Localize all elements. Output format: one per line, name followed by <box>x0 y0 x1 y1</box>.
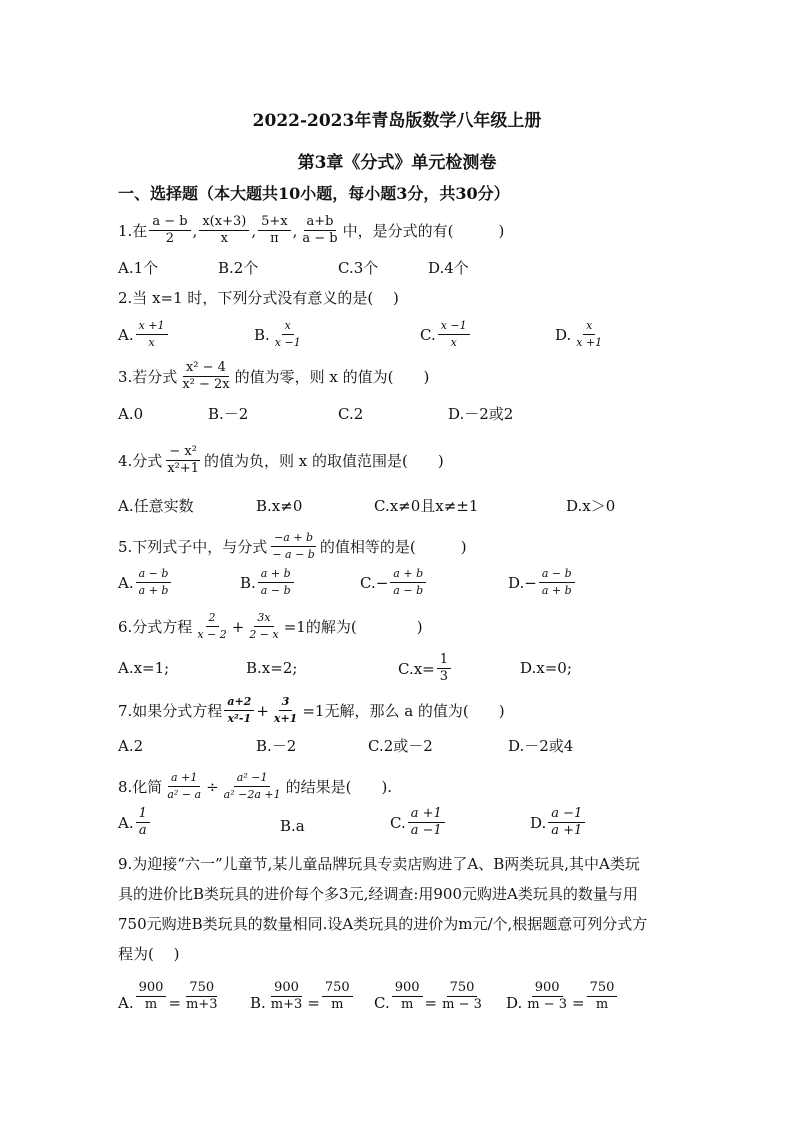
q3-option-b[interactable]: B.－2 <box>208 405 249 423</box>
q9-option-a[interactable]: A. $\frac{900}{m}$ = $\frac{750}{m+3}$ <box>118 980 218 1012</box>
question-9-line-4: 程为( ) <box>118 945 180 963</box>
q4-option-a[interactable]: A.任意实数 <box>118 497 194 515</box>
q5-option-d[interactable]: D. − $\frac{a - b}{a + b}$ <box>508 566 577 599</box>
q6-option-c[interactable]: C.x= $\frac{1}{3}$ <box>398 652 453 685</box>
q6-option-b[interactable]: B.x=2; <box>246 659 298 677</box>
question-2: 2.当 x=1 时，下列分式没有意义的是( ) <box>118 289 399 307</box>
q8-fraction-2: $\frac{\text{a² −1}}{\text{a² −2a +1}}$ <box>223 771 281 801</box>
question-8: 8.化简 $\frac{a +1}{\text{a² − a}}$ ÷ $\frac{\text{a² −1}}{\text{a² −2a +1}}$ 的结果是( ). <box>118 771 393 801</box>
q8-option-a[interactable]: A. $\frac{1}{a}$ <box>118 806 152 839</box>
question-3: 3.若分式 $\frac{\text{x² − 4}}{\text{x² − 2x}}$ 的值为零，则 x 的值为( ) <box>118 360 430 392</box>
question-2-options <box>118 318 718 352</box>
question-9-options <box>118 980 718 1020</box>
q3-fraction: $\frac{\text{x² − 4}}{\text{x² − 2x}}$ <box>182 360 230 392</box>
document-title: 2022-2023年青岛版数学八年级上册 <box>252 111 542 131</box>
q4-option-c[interactable]: C.x≠0且x≠±1 <box>374 497 479 515</box>
q1-option-c[interactable]: C.3个 <box>338 259 379 277</box>
question-7: 7.如果分式方程 $\frac{a+2}{\text{x²-1}}$ + $\frac{3}{x+1}$ =1无解，那么 a 的值为( ) <box>118 695 505 725</box>
q2-option-d[interactable]: D. $\frac{x}{x +1}$ <box>555 319 603 349</box>
question-5: 5.下列式子中，与分式 $\frac{-a + b}{- a - b}$ 的值相等的是( ) <box>118 531 467 561</box>
q3-option-c[interactable]: C.2 <box>338 405 364 423</box>
q5-option-a[interactable]: A. $\frac{a - b}{a + b}$ <box>118 566 173 599</box>
q8-option-b[interactable]: B.a <box>280 817 305 835</box>
q4-fraction: $\frac{\text{− x²}}{\text{x²+1}}$ <box>167 444 200 476</box>
q3-option-a[interactable]: A.0 <box>118 405 144 423</box>
q6-option-d[interactable]: D.x=0; <box>520 659 572 677</box>
q4-option-d[interactable]: D.x＞0 <box>566 497 616 515</box>
q1-fraction-2: $\frac{x(x+3)}{x}$ <box>199 214 249 247</box>
question-6-options <box>118 652 718 688</box>
q3-option-d[interactable]: D.－2或2 <box>448 405 514 423</box>
question-9-line-2: 具的进价比B类玩具的进价每个多3元,经调查:用900元购进A类玩具的数量与用 <box>118 885 638 903</box>
q7-fraction-2: $\frac{3}{x+1}$ <box>273 695 298 725</box>
q1-fraction-1: $\frac{a - b}{2}$ <box>149 214 190 247</box>
question-4: 4.分式 $\frac{\text{− x²}}{\text{x²+1}}$ 的值为负，则 x 的取值范围是( ) <box>118 444 444 476</box>
section-heading: 一、选择题（本大题共10小题，每小题3分，共30分） <box>118 184 510 203</box>
q2-option-c[interactable]: C. $\frac{x -1}{x}$ <box>420 318 472 351</box>
document-subtitle: 第3章《分式》单元检测卷 <box>297 153 497 173</box>
q9-option-c[interactable]: C. $\frac{900}{m}$ = $\frac{750}{m - 3}$ <box>374 980 482 1012</box>
q1-fraction-3: $\frac{5+x}{\pi}$ <box>258 214 291 247</box>
q4-option-b[interactable]: B.x≠0 <box>256 497 303 515</box>
question-9-line-1: 9.为迎接“六一”儿童节,某儿童品牌玩具专卖店购进了A、B两类玩具,其中A类玩 <box>118 855 640 873</box>
q8-option-c[interactable]: C. $\frac{a +1}{a -1}$ <box>390 806 447 839</box>
question-1: 1.在 $\frac{a - b}{2}$ , $\frac{x(x+3)}{x}$ , $\frac{5+x}{\pi}$ , $\frac{a+b}{a - b}$ 中，是分式的有( ) <box>118 214 505 246</box>
q8-fraction-1: $\frac{a +1}{\text{a² − a}}$ <box>167 771 202 801</box>
q7-option-d[interactable]: D.－2或4 <box>508 737 574 755</box>
q2-option-a[interactable]: A. $\frac{x +1}{x}$ <box>118 318 170 351</box>
q5-fraction: $\frac{-a + b}{- a - b}$ <box>272 531 315 561</box>
question-8-options <box>118 806 718 842</box>
q7-fraction-1: $\frac{a+2}{\text{x²-1}}$ <box>224 694 254 727</box>
q1-option-d[interactable]: D.4个 <box>428 259 469 277</box>
q6-fraction-1: $\frac{2}{x - 2}$ <box>197 611 227 641</box>
question-1-prefix: 1.在 <box>118 221 148 240</box>
q8-option-d[interactable]: D. $\frac{a -1}{a +1}$ <box>530 806 587 839</box>
q5-option-b[interactable]: B. $\frac{a + b}{a - b}$ <box>240 566 296 599</box>
q7-option-c[interactable]: C.2或－2 <box>368 737 433 755</box>
question-9-line-3: 750元购进B类玩具的数量相同.设A类玩具的进价为m元/个,根据题意可列分式方 <box>118 915 648 933</box>
q2-option-b[interactable]: B. $\frac{x}{x -1}$ <box>254 319 301 349</box>
question-1-suffix: 中，是分式的有( ) <box>342 221 505 240</box>
q7-option-b[interactable]: B.－2 <box>256 737 297 755</box>
question-5-options <box>118 566 718 600</box>
q7-option-a[interactable]: A.2 <box>118 737 144 755</box>
q5-option-c[interactable]: C. − $\frac{a + b}{a - b}$ <box>360 566 428 599</box>
q6-option-a[interactable]: A.x=1; <box>118 659 170 677</box>
q1-fraction-4: $\frac{a+b}{a - b}$ <box>302 214 338 246</box>
q1-option-a[interactable]: A.1个 <box>118 259 159 277</box>
question-6: 6.分式方程 $\frac{2}{x - 2}$ + $\frac{3x}{2 - x}$ =1的解为( ) <box>118 611 423 641</box>
q9-option-b[interactable]: B. $\frac{900}{m+3}$ = $\frac{750}{m}$ <box>250 980 355 1013</box>
q6-fraction-2: $\frac{3x}{2 - x}$ <box>249 611 279 641</box>
q1-option-b[interactable]: B.2个 <box>218 259 259 277</box>
q9-option-d[interactable]: D. $\frac{900}{m - 3}$ = $\frac{750}{m}$ <box>506 980 619 1013</box>
